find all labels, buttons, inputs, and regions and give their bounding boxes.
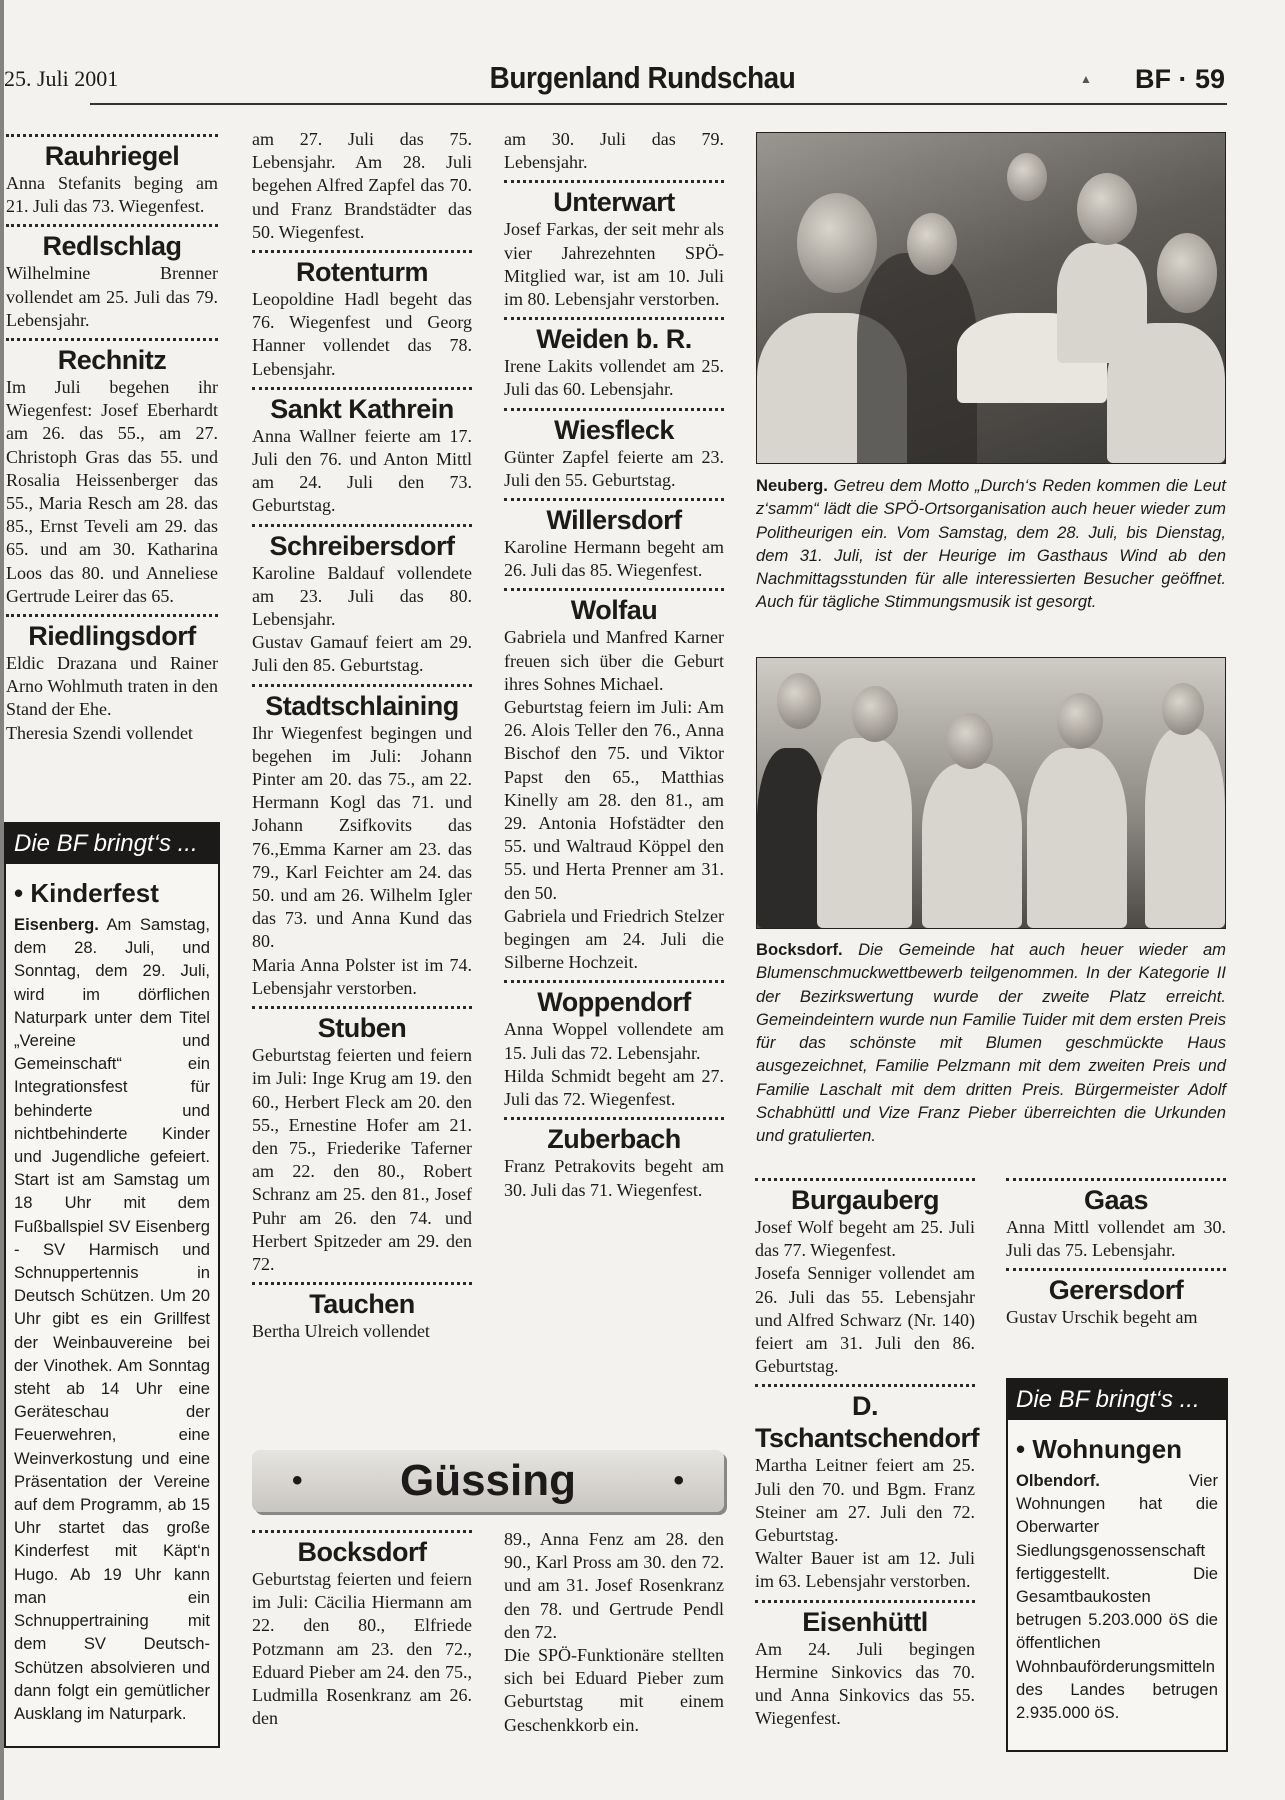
dotted-separator: [504, 317, 724, 320]
dotted-separator: [252, 1530, 472, 1533]
column-5: [1006, 1172, 1226, 1330]
place-headline: Eisenhüttl: [802, 1606, 928, 1637]
article-paragraph: Leopoldine Hadl begeht das 76. Wiegenfest und Georg Hanner vollendet das 78. Lebensjahr.: [252, 289, 472, 379]
dotted-separator: [504, 498, 724, 501]
dotted-separator: [504, 408, 724, 411]
caption-text: Getreu dem Motto „Durch‘s Reden kommen die Leut z‘samm“ lädt die SPÖ-Ortsorganisation auch heuer wieder zum Politheurigen ein. Vom Samstag, dem 28. Juli, bis Dienstag, dem 31. Juli, ist der Heurige im Gasthaus Wind ab den Nachmittagsstunden für alle interessierten Besucher geöffnet. Auch für tägliche Stimmungsmusik ist gesorgt.: [756, 476, 1226, 612]
article-paragraph: Anna Woppel vollendete am 15. Juli das 72. Lebensjahr.: [504, 1019, 724, 1063]
article-paragraph: Karoline Hermann begeht am 26. Juli das 85. Wiegenfest.: [504, 537, 724, 581]
article-paragraph: Gustav Gamauf feiert am 29. Juli den 85. Geburtstag.: [252, 632, 472, 676]
dotted-separator: [504, 1117, 724, 1120]
article-paragraph: Theresia Szendi vollendet: [6, 722, 193, 743]
article-paragraph: 89., Anna Fenz am 28. den 90., Karl Pross am 30. den 72. und am 31. Josef Rosenkranz den 78. und Gertrude Pendl den 72.: [504, 1529, 724, 1642]
article-paragraph: Martha Leitner feiert am 25. Juli den 70. und Bgm. Franz Steiner am 27. Juli den 72. Geburtstag.: [755, 1455, 975, 1546]
dotted-separator: [252, 684, 472, 687]
article-paragraph: Geburtstag feierten und feiern im Juli: Cäcilia Hiermann am 22. den 80., Elfriede Potzmann am 23. den 72., Eduard Pieber am 24. den 75., Ludmilla Rosenkranz am 26. den: [252, 1569, 472, 1729]
photo-neuberg-heuriger: [756, 132, 1226, 464]
place-headline: D. Tschantschendorf: [755, 1391, 980, 1454]
page-number: BF · 59: [1134, 64, 1225, 94]
issue-date: 25. Juli 2001: [4, 66, 119, 91]
article-paragraph: Gabriela und Friedrich Stelzer begingen am 24. Juli die Silberne Hochzeit.: [504, 905, 724, 973]
place-headline: Stadtschlaining: [265, 690, 459, 721]
place-headline: Zuberbach: [547, 1124, 681, 1155]
article-paragraph: Günter Zapfel feierte am 23. Juli den 55. Geburtstag.: [504, 446, 724, 490]
article-paragraph: Im Juli begehen ihr Wiegenfest: Josef Eberhardt am 26. das 55., am 27. Christoph Gras das 55. und Rosalia Heissenberger das 55., Maria Resch am 28. das 85., Ernst Teveli am 29. das 65. und am 30. Katharina Loos das 80. und Anneliese Gertrude Leirer das 65.: [6, 377, 218, 606]
article-paragraph: Wilhelmine Brenner vollendet am 25. Juli das 79. Lebensjahr.: [6, 263, 218, 330]
place-headline: Sankt Kathrein: [270, 393, 454, 424]
dotted-separator: [1006, 1178, 1226, 1181]
dotted-separator: [6, 224, 218, 227]
article-paragraph: Irene Lakits vollendet am 25. Juli das 60. Lebensjahr.: [504, 356, 724, 400]
article-paragraph: Eldic Drazana und Rainer Arno Wohlmuth traten in den Stand der Ehe.: [6, 653, 218, 720]
article-paragraph: Bertha Ulreich vollendet: [252, 1321, 430, 1342]
place-headline: Stuben: [317, 1013, 407, 1044]
article-paragraph: Gabriela und Manfred Karner freuen sich über die Geburt ihres Sohnes Michael.: [504, 627, 724, 694]
article-paragraph: am 27. Juli das 75. Lebensjahr. Am 28. Juli begehen Alfred Zapfel das 70. und Franz Brandstädter das 50. Wiegenfest.: [252, 129, 472, 242]
caption-lead: Bocksdorf.: [756, 940, 843, 959]
place-headline: Willersdorf: [546, 505, 682, 536]
box-body-text: Vier Wohnungen hat die Oberwarter Siedlungsgenossenschaft fertiggestellt. Die Gesamtbaukosten betrugen 5.203.000 öS die öffentlichen Wohnbauförderungsmitteln des Landes betrugen 2.935.000 öS.: [1016, 1471, 1218, 1723]
place-headline: Rauhriegel: [44, 141, 180, 171]
caption-lead: Neuberg.: [756, 476, 828, 495]
article-paragraph: Anna Stefanits beging am 21. Juli das 73. Wiegenfest.: [6, 173, 218, 217]
article-paragraph: Josef Wolf begeht am 25. Juli das 77. Wiegenfest.: [755, 1217, 975, 1261]
article-paragraph: Maria Anna Polster ist im 74. Lebensjahr verstorben.: [252, 954, 472, 998]
column-3-guessing: [504, 1528, 724, 1737]
article-paragraph: Geburtstag feiern im Juli: Am 26. Alois Teller den 76., Anna Bischof den 75. und Viktor Papst den 65., Matthias Kinelly am 28. den 81., am 29. Antonia Hofstädter den 55. und Waltraud Köppel den 55. und Herta Prenner am 31. den 50.: [504, 697, 724, 903]
article-paragraph: Karoline Baldauf vollendete am 23. Juli das 80. Lebensjahr.: [252, 562, 472, 630]
article-paragraph: Gustav Urschik begeht am: [1006, 1307, 1198, 1328]
place-headline: Gaas: [1083, 1185, 1149, 1215]
place-headline: Weiden b. R.: [536, 324, 692, 355]
column-2-guessing: [252, 1524, 472, 1730]
article-paragraph: Josef Farkas, der seit mehr als vier Jahrezehnten SPÖ-Mitglied war, ist am 10. Juli im 80. Lebensjahr verstorben.: [504, 219, 724, 310]
photo-caption-neuberg: [756, 474, 1226, 614]
caption-text: Die Gemeinde hat auch heuer wieder am Blumenschmuckwettbewerb teilgenommen. In der Kategorie II der Bezirkswertung wurde der zweite Platz erreicht. Gemeindeintern wurde nun Familie Tuider mit dem ersten Preis für das schönste mit Blumen geschmückte Haus ausgezeichnet, Familie Pelzmann mit dem zweiten Preis und Familie Laschalt mit dem dritten Preis. Bürgermeister Adolf Schabhüttl und Vize Franz Pieber überreichten die Urkunden und gratulierten.: [756, 940, 1226, 1146]
dotted-separator: [6, 614, 218, 617]
place-headline: Rotenturm: [296, 257, 428, 288]
place-headline: Tauchen: [309, 1289, 415, 1320]
info-box-kinderfest: [4, 822, 220, 1748]
article-paragraph: Franz Petrakovits begeht am 30. Juli das 71. Wiegenfest.: [504, 1156, 724, 1200]
box-title: Die BF bringt‘s ...: [1008, 1380, 1226, 1420]
dotted-separator: [252, 1282, 472, 1285]
box-headline: • Wohnungen: [1016, 1434, 1183, 1464]
column-4: [755, 1172, 980, 1730]
newspaper-title: Burgenland Rundschau: [489, 60, 796, 95]
arrow-mark-icon: ▲: [1080, 72, 1092, 86]
dotted-separator: [755, 1178, 975, 1181]
place-headline: Redlschlag: [42, 231, 182, 262]
box-body-text: Am Samstag, dem 28. Juli, und Sonntag, dem 29. Juli, wird im dörflichen Naturpark unter dem Titel „Vereine und Gemeinschaft“ ein Integrationsfest für behinderte und nichtbehinderte Kinder und Jugendliche gefeiert. Start ist am Samstag um 18 Uhr mit dem Fußballspiel SV Eisenberg - SV Harmisch und Schnuppertennis in Deutsch Schützen. Um 20 Uhr gibt es ein Grillfest der Weinbauvereine bei der Vinothek. Am Sonntag steht ab 14 Uhr eine Geräteschau der Feuerwehren, eine Weinverkostung und eine Präsentation der Vereine auf dem Programm, ab 15 Uhr startet das große Kinderfest mit Käpt‘n Hugo. Ab 19 Uhr kann man ein Schnuppertraining mit dem SV Deutsch-Schützen absolvieren und dann folgt ein gemütlicher Ausklang im Naturpark.: [14, 915, 210, 1723]
dotted-separator: [504, 980, 724, 983]
photo-bocksdorf-blumenschmuck: [756, 657, 1226, 929]
dotted-separator: [252, 524, 472, 527]
article-paragraph: Am 24. Juli begingen Hermine Sinkovics das 70. und Anna Sinkovics das 55. Wiegenfest.: [755, 1638, 975, 1729]
section-banner-guessing: [252, 1450, 724, 1512]
bullet-icon: •: [673, 1464, 684, 1497]
dotted-separator: [1006, 1268, 1226, 1271]
place-headline: Unterwart: [553, 187, 675, 218]
place-headline: Bocksdorf: [297, 1537, 427, 1567]
header-rule: [90, 103, 1227, 105]
article-paragraph: Anna Mittl vollendet am 30. Juli das 75. Lebensjahr.: [1006, 1217, 1226, 1261]
box-text: [14, 913, 210, 1725]
dotted-separator: [252, 387, 472, 390]
info-box-wohnungen: [1006, 1378, 1228, 1752]
place-headline: Gerersdorf: [1048, 1275, 1184, 1306]
article-paragraph: am 30. Juli das 79. Lebensjahr.: [504, 129, 724, 173]
place-headline: Wiesfleck: [554, 414, 674, 445]
box-lead: Olbendorf.: [1016, 1471, 1100, 1490]
article-paragraph: Josefa Senniger vollendet am 26. Juli das 55. Lebensjahr und Alfred Schwarz (Nr. 140) feiert am 31. Juli den 86. Geburtstag.: [755, 1263, 975, 1377]
dotted-separator: [504, 180, 724, 183]
column-1: [6, 128, 218, 745]
article-paragraph: Walter Bauer ist am 12. Juli im 63. Lebensjahr verstorben.: [755, 1548, 975, 1592]
bullet-icon: •: [292, 1464, 303, 1497]
article-paragraph: Geburtstag feierten und feiern im Juli: Inge Krug am 19. den 60., Herbert Fleck am 20. den 55., Ernestine Hofer am 21. den 75., Friederike Taferner am 22. den 80., Robert Schranz am 25. den 81., Josef Puhr am 26. den 74. und Herbert Spitzeder am 29. den 72.: [252, 1045, 472, 1274]
dotted-separator: [755, 1600, 975, 1603]
dotted-separator: [6, 338, 218, 341]
box-lead: Eisenberg.: [14, 915, 99, 934]
place-headline: Wolfau: [570, 595, 658, 626]
column-3: [504, 128, 724, 1202]
box-title: Die BF bringt‘s ...: [6, 824, 218, 864]
dotted-separator: [504, 588, 724, 591]
dotted-separator: [6, 134, 218, 137]
place-headline: Burgauberg: [790, 1185, 939, 1215]
banner-title: Güssing: [399, 1456, 577, 1505]
dotted-separator: [252, 1006, 472, 1009]
article-paragraph: Ihr Wiegenfest begingen und begehen im Juli: Johann Pinter am 20. das 75., am 22. Hermann Kogl das 71. und Johann Zsifkovits das 76.,Emma Karner am 23. das 79., Karl Feichter am 24. das 50. und am 26. Wilhelm Igler das 73. und Anna Kund das 80.: [252, 722, 472, 952]
place-headline: Schreibersdorf: [269, 530, 455, 561]
dotted-separator: [252, 250, 472, 253]
place-headline: Riedlingsdorf: [28, 621, 196, 652]
place-headline: Woppendorf: [537, 987, 691, 1018]
photo-caption-bocksdorf: [756, 938, 1226, 1148]
box-headline: • Kinderfest: [14, 878, 159, 908]
box-text: [1016, 1469, 1218, 1724]
place-headline: Rechnitz: [57, 345, 167, 376]
article-paragraph: Anna Wallner feierte am 17. Juli den 76. und Anton Mittl am 24. Juli den 73. Geburtstag.: [252, 425, 472, 516]
dotted-separator: [755, 1384, 975, 1387]
article-paragraph: Die SPÖ-Funktionäre stellten sich bei Eduard Pieber zum Geburtstag mit einem Geschenkkorb ein.: [504, 1645, 724, 1735]
article-paragraph: Hilda Schmidt begeht am 27. Juli das 72. Wiegenfest.: [504, 1065, 724, 1110]
column-2: [252, 128, 472, 1343]
